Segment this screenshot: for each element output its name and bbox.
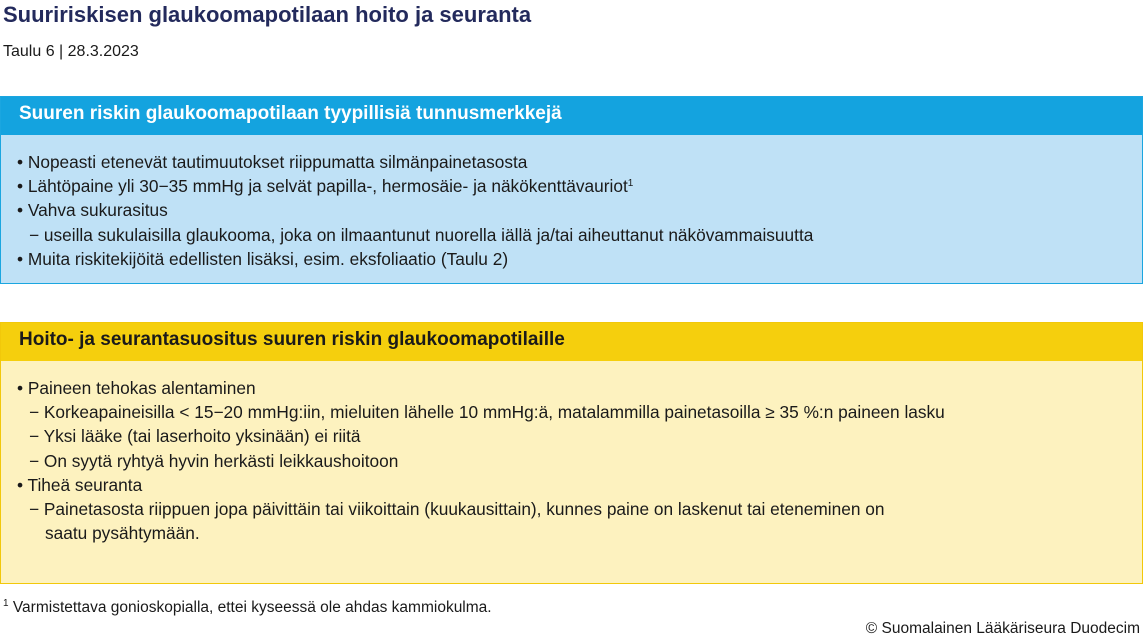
list-item bbox=[17, 174, 1142, 198]
list-item: • Muita riskitekijöitä edellisten lisäksi, esim. eksfoliaatio (Taulu 2) bbox=[17, 248, 509, 269]
recommendation-panel bbox=[0, 322, 1143, 584]
table-caption: Taulu 6 | 28.3.2023 bbox=[3, 43, 139, 60]
characteristics-list bbox=[1, 135, 1142, 271]
recommendation-heading: Hoito- ja seurantasuositus suuren riskin glaukoomapotilaille bbox=[1, 323, 1142, 361]
characteristics-panel bbox=[0, 96, 1143, 284]
list-item: • Tiheä seuranta bbox=[17, 474, 143, 495]
list-subitem: − Yksi lääke (tai laserhoito yksinään) ei riitä bbox=[29, 426, 361, 447]
list-item-text: • Lähtöpaine yli 30−35 mmHg ja selvät papilla-, hermosäie- ja näkökenttävauriot bbox=[17, 176, 628, 197]
recommendation-list bbox=[1, 361, 1142, 545]
list-subitem-continuation: saatu pysähtymään. bbox=[45, 523, 200, 544]
list-subitem: − Painetasosta riippuen jopa päivittäin tai viikoittain (kuukausittain), kunnes paine on laskenut tai eteneminen on bbox=[29, 499, 885, 520]
footnote-text: Varmistettava gonioskopialla, ettei kyseessä ole ahdas kammiokulma. bbox=[8, 599, 492, 616]
copyright: © Suomalainen Lääkäriseura Duodecim bbox=[865, 620, 1140, 637]
list-subitem: − Korkeapaineisilla < 15−20 mmHg:iin, mieluiten lähelle 10 mmHg:ä, matalammilla painetasoilla ≥ 35 %:n paineen lasku bbox=[29, 402, 945, 423]
list-item: • Vahva sukurasitus bbox=[17, 200, 168, 221]
footnote bbox=[3, 599, 492, 617]
footnote-mark: 1 bbox=[3, 598, 9, 609]
page-title: Suuririskisen glaukoomapotilaan hoito ja seuranta bbox=[3, 2, 532, 27]
footnote-reference: 1 bbox=[627, 178, 634, 190]
characteristics-heading: Suuren riskin glaukoomapotilaan tyypillisiä tunnusmerkkejä bbox=[1, 97, 1142, 135]
list-item: • Nopeasti etenevät tautimuutokset riippumatta silmänpainetasosta bbox=[17, 152, 528, 172]
list-item: • Paineen tehokas alentaminen bbox=[17, 378, 256, 398]
list-subitem: − useilla sukulaisilla glaukooma, joka on ilmaantunut nuorella iällä ja/tai aiheuttanut näkövammaisuutta bbox=[29, 224, 814, 245]
list-subitem: − On syytä ryhtyä hyvin herkästi leikkaushoitoon bbox=[29, 450, 399, 471]
